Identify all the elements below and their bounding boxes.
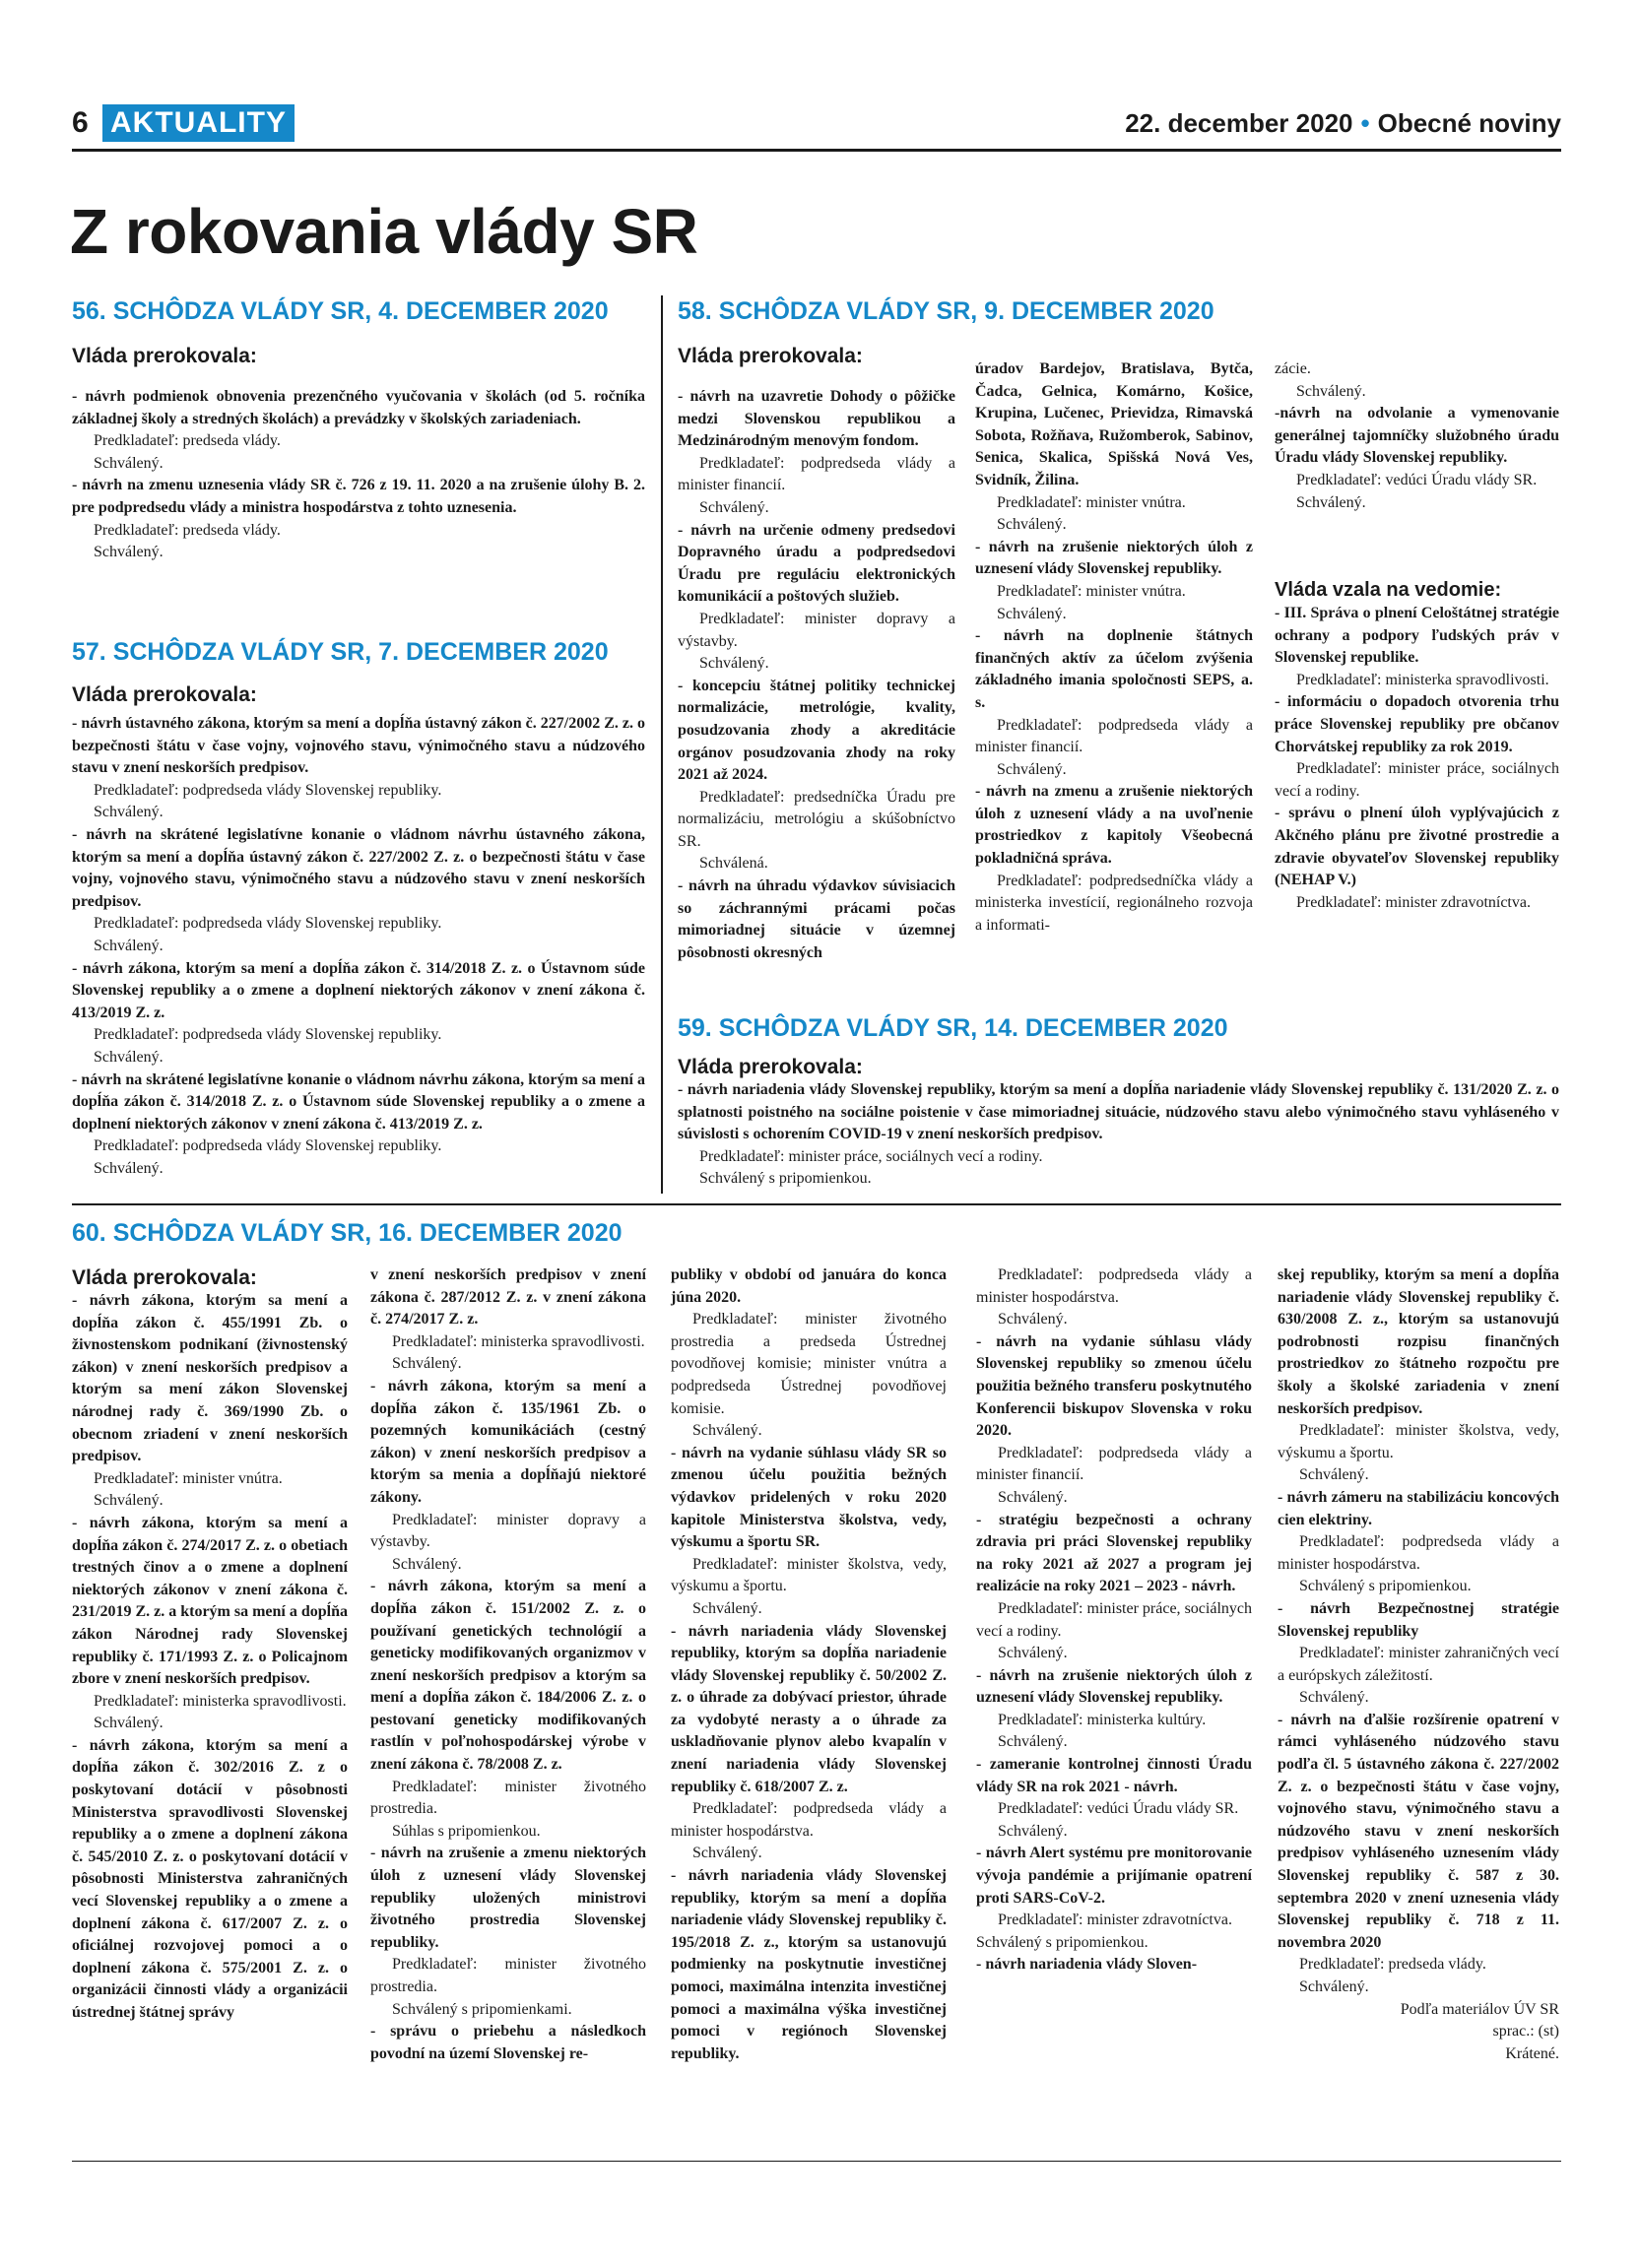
- agenda-note: Schválený.: [998, 1488, 1068, 1506]
- agenda-item: - návrh na vydanie súhlasu vlády Slovenskej republiky so zmenou účelu použitia bežného transferu poskytnutého Konferencii biskupov Slovenska v roku 2020.: [976, 1332, 1252, 1440]
- agenda-note: Predkladateľ: vedúci Úradu vlády SR.: [1296, 471, 1538, 488]
- agenda-note: Predkladateľ: predseda vlády.: [1299, 1956, 1486, 1974]
- agenda-item: v znení neskorších predpisov v znení zákona č. 287/2012 Z. z. v znení zákona č. 274/2017 Z. z.: [370, 1266, 646, 1328]
- agenda-note: Predkladateľ: vedúci Úradu vlády SR.: [998, 1800, 1239, 1818]
- session-58-heading: 58. SCHÔDZA VLÁDY SR, 9. DECEMBER 2020: [678, 297, 1214, 325]
- agenda-note: Schválený s pripomienkami.: [392, 2000, 572, 2018]
- agenda-note: Schválený.: [998, 1645, 1068, 1662]
- session-58-lead: Vláda prerokovala:: [678, 345, 863, 367]
- agenda-item: - návrh na zrušenie niektorých úloh z uznesení vlády Slovenskej republiky.: [975, 538, 1253, 578]
- agenda-note: Predkladateľ: minister zahraničných vecí a európskych záležitostí.: [1278, 1645, 1559, 1684]
- agenda-item: -návrh na odvolanie a vymenovanie generálnej tajomníčky služobného úradu Úradu vlády Slovenskej republiky.: [1275, 405, 1559, 467]
- agenda-note: Schválený s pripomienkou.: [699, 1170, 872, 1188]
- agenda-note: Predkladateľ: podpredseda vlády a minister financií.: [975, 716, 1253, 756]
- agenda-item: - návrh na úhradu výdavkov súvisiacich so záchrannými prácami počas mimoriadnej situácie v územnej pôsobnosti okresných: [678, 877, 955, 961]
- agenda-item: úradov Bardejov, Bratislava, Bytča, Čadca, Gelnica, Komárno, Košice, Krupina, Lučenec, Prievidza, Rimavská Sobota, Rožňava, Ružomberok, Sabinov, Senica, Skalica, Spišská Nová Ves, Svidník, Žilina.: [975, 360, 1253, 488]
- agenda-item: - návrh zákona, ktorým sa mení a dopĺňa zákon č. 151/2002 Z. z. o používaní genetických technológií a geneticky modifikovaných organizmov v znení neskorších predpisov a ktorým sa mení a dopĺňa zákon č. 184/2006 Z. z. o pestovaní geneticky modifikovaných rastlín v poľnohospodárskej výrobe v znení zákona č. 78/2008 Z. z.: [370, 1578, 646, 1774]
- agenda-note: Schválený.: [94, 454, 164, 472]
- agenda-note: Predkladateľ: minister životného prostredia a predseda Ústrednej povodňovej komisie; minister vnútra a podpredseda Ústrednej povodňovej komisie.: [671, 1311, 947, 1417]
- agenda-item: - zameranie kontrolnej činnosti Úradu vlády SR na rok 2021 - návrh.: [976, 1756, 1252, 1795]
- agenda-item: - návrh zákona, ktorým sa mení a dopĺňa zákon č. 135/1961 Zb. o pozemných komunikáciách (cestný zákon) v znení neskorších predpisov a ktorým sa menia a dopĺňajú niektoré zákony.: [370, 1377, 646, 1506]
- agenda-note: Predkladateľ: podpredseda vlády Slovenskej republiky.: [94, 1026, 442, 1044]
- agenda-note: Predkladateľ: podpredseda vlády a minister financií.: [976, 1444, 1252, 1484]
- agenda-item: - návrh na ďalšie rozšírenie opatrení v rámci vyhláseného núdzového stavu podľa čl. 5 ústavného zákona č. 227/2002 Z. z. o bezpečnosti štátu v čase vojny, vojnového stavu, výnimočného stavu a núdzového stavu v znení neskorších predpisov vyhláseného uznesením vlády Slovenskej republiky č. 587 z 30. septembra 2020 v znení uznesenia vlády Slovenskej republiky č. 718 z 11. novembra 2020: [1278, 1711, 1559, 1951]
- agenda-note: Predkladateľ: podpredseda vlády a minister hospodárstva.: [1278, 1533, 1559, 1573]
- page-number: 6: [72, 106, 89, 139]
- agenda-item: - návrh zákona, ktorým sa mení a dopĺňa zákon č. 455/1991 Zb. o živnostenskom podnikaní (živnostenský zákon) v znení neskorších predpisov a ktorým sa mení zákon Slovenskej národnej rady č. 369/1990 Zb. o obecnom zriadení v znení neskorších predpisov.: [72, 1292, 348, 1465]
- agenda-note: zácie.: [1275, 360, 1311, 377]
- agenda-note: Predkladateľ: minister práce, sociálnych vecí a rodiny.: [1275, 760, 1559, 800]
- agenda-item: - návrh nariadenia vlády Slovenskej republiky, ktorým sa mení a dopĺňa nariadenie vlády Slovenskej republiky č. 131/2020 Z. z. o splatnosti poistného na sociálne poistenie v čase mimoriadnej situácie, núdzového stavu alebo výnimočného stavu vyhláseného v súvislosti s ochorením COVID-19 v znení neskorších predpisov.: [678, 1081, 1559, 1143]
- agenda-item: - koncepciu štátnej politiky technickej normalizácie, metrológie, kvality, posudzovania zhody a akreditácie orgánov posudzovania zhody na roky 2021 až 2024.: [678, 677, 955, 784]
- column-divider: [661, 295, 663, 1194]
- agenda-item: - návrh na zmenu uznesenia vlády SR č. 726 z 19. 11. 2020 a na zrušenie úlohy B. 2. pre podpredsedu vlády a ministra hospodárstva z tohto uznesenia.: [72, 477, 645, 516]
- session-60-heading: 60. SCHÔDZA VLÁDY SR, 16. DECEMBER 2020: [72, 1219, 623, 1247]
- agenda-note: Predkladateľ: ministerka spravodlivosti.: [94, 1692, 347, 1710]
- session-56-heading: 56. SCHÔDZA VLÁDY SR, 4. DECEMBER 2020: [72, 297, 609, 325]
- agenda-note: Schválený.: [392, 1555, 462, 1573]
- credits-edited: sprac.: (st): [1492, 2023, 1559, 2041]
- agenda-note: Schválený.: [1299, 1978, 1369, 1995]
- agenda-item: - návrh Bezpečnostnej stratégie Slovenskej republiky: [1278, 1599, 1559, 1640]
- header-separator: •: [1360, 108, 1370, 138]
- agenda-note: Súhlas s pripomienkou.: [392, 1822, 541, 1840]
- session-59-lead: Vláda prerokovala:: [678, 1056, 863, 1078]
- agenda-note: Schválený.: [94, 1715, 164, 1732]
- agenda-note: Schválený.: [699, 498, 769, 516]
- agenda-note: Schválený.: [998, 1733, 1068, 1751]
- agenda-note: Predkladateľ: minister zdravotníctva.: [1296, 893, 1531, 911]
- agenda-note: Predkladateľ: minister dopravy a výstavby.: [678, 610, 955, 650]
- agenda-item: - návrh nariadenia vlády Slovenskej republiky, ktorým sa dopĺňa nariadenie vlády Slovenskej republiky č. 50/2002 Z. z. o úhrade za dobývací priestor, úhrade za vydobyté nerasty a o úhrade za uskladňovanie plynov alebo kvapalín v znení nariadenia vlády Slovenskej republiky č. 618/2007 Z. z.: [671, 1622, 947, 1795]
- agenda-note: Schválený.: [94, 1159, 164, 1177]
- agenda-note: Predkladateľ: minister vnútra.: [94, 1469, 283, 1487]
- section-label: AKTUALITY: [102, 104, 295, 142]
- agenda-note: Schválený.: [998, 1822, 1068, 1840]
- agenda-item: - návrh zákona, ktorým sa mení a dopĺňa zákon č. 274/2017 Z. z. o obetiach trestných činov a o zmene a doplnení niektorých zákonov v znení zákona č. 231/2019 Z. z. a ktorým sa mení a dopĺňa zákon Národnej rady Slovenskej republiky č. 171/1993 Z. z. o Policajnom zbore v znení neskorších predpisov.: [72, 1514, 349, 1688]
- agenda-item: publiky v období od januára do konca júna 2020.: [671, 1266, 947, 1306]
- session-60-col-2: [370, 1264, 646, 2065]
- agenda-note: Schválený.: [94, 804, 164, 821]
- agenda-item: - návrh ústavného zákona, ktorým sa mení a dopĺňa ústavný zákon č. 227/2002 Z. z. o bezpečnosti štátu v čase vojny, vojnového stavu, výnimočného stavu a núdzového stavu v znení neskorších predpisov.: [72, 715, 645, 777]
- agenda-note: Predkladateľ: podpredseda vlády Slovenskej republiky.: [94, 915, 442, 933]
- agenda-note: Schválený.: [699, 655, 769, 673]
- agenda-note: Schválený s pripomienkou.: [976, 1933, 1148, 1951]
- agenda-note: Schválený.: [692, 1599, 762, 1617]
- agenda-item: - návrh na skrátené legislatívne konanie o vládnom návrhu zákona, ktorým sa mení a dopĺňa zákon č. 314/2018 Z. z. o Ústavnom súde Slovenskej republiky a o zmene a doplnení niektorých zákonov v znení zákona č. 413/2019 Z. z.: [72, 1070, 645, 1133]
- agenda-note: Predkladateľ: minister životného prostredia.: [370, 1956, 646, 1995]
- section-rule: [72, 1203, 1561, 1205]
- session-59-body: [678, 1079, 1559, 1191]
- session-60-lead: Vláda prerokovala:: [72, 1266, 257, 1289]
- agenda-item: - III. Správa o plnení Celoštátnej stratégie ochrany a podpory ľudských práv v Slovenskej republike.: [1275, 605, 1559, 667]
- session-60-col-4: [976, 1264, 1252, 1976]
- agenda-item: - návrh zákona, ktorým sa mení a dopĺňa zákon č. 302/2016 Z. z o poskytovaní dotácií v pôsobnosti Ministerstva spravodlivosti Slovenskej republiky a o zmene a doplnení zákona č. 545/2010 Z. z. o poskytovaní dotácií v pôsobnosti Ministerstva zahraničných vecí Slovenskej republiky a o zmene a doplnení zákona č. 617/2007 Z. z. o oficiálnej rozvojovej pomoci a o doplnení zákona č. 575/2001 Z. z. o organizácii činnosti vlády a organizácii ústrednej štátnej správy: [72, 1736, 348, 2021]
- session-58-col-2: [975, 358, 1253, 937]
- agenda-note: Predkladateľ: minister vnútra.: [997, 582, 1186, 600]
- agenda-note: Schválený.: [1299, 1689, 1369, 1707]
- page-title: Z rokovania vlády SR: [70, 196, 698, 267]
- newspaper-name: Obecné noviny: [1377, 108, 1561, 138]
- agenda-note: Predkladateľ: predseda vlády.: [94, 521, 281, 539]
- agenda-item: - návrh na zrušenie a zmenu niektorých úloh z uznesení vlády Slovenskej republiky uložených ministrovi životného prostredia Slovenskej republiky.: [370, 1845, 646, 1951]
- session-57-body: [72, 713, 645, 1180]
- agenda-item: - návrh na doplnenie štátnych finančných aktív za účelom zvýšenia základného imania spoločnosti SEPS, a. s.: [975, 627, 1253, 711]
- agenda-item: - správu o priebehu a následkoch povodní na území Slovenskej re-: [370, 2023, 646, 2062]
- agenda-note: Schválený.: [1296, 493, 1366, 511]
- session-56-lead: Vláda prerokovala:: [72, 345, 257, 367]
- agenda-item: - návrh nariadenia vlády Slovenskej republiky, ktorým sa mení a dopĺňa nariadenie vlády Slovenskej republiky č. 195/2018 Z. z., ktorým sa ustanovujú podmienky na poskytnutie investičnej pomoci, maximálna intenzita investičnej pomoci a maximálna výška investičnej pomoci v regiónoch Slovenskej republiky.: [671, 1867, 947, 2062]
- agenda-note: Predkladateľ: ministerka spravodlivosti.: [392, 1332, 645, 1350]
- agenda-note: Schválený.: [998, 1311, 1068, 1328]
- agenda-note: Predkladateľ: minister vnútra.: [997, 493, 1186, 511]
- agenda-item: - informáciu o dopadoch otvorenia trhu práce Slovenskej republiky pre občanov Chorvátskej republiky za rok 2019.: [1275, 693, 1559, 755]
- agenda-item: - návrh Alert systému pre monitorovanie vývoja pandémie a prijímanie opatrení proti SARS-CoV-2.: [976, 1845, 1252, 1907]
- agenda-note: Predkladateľ: ministerka kultúry.: [998, 1711, 1207, 1728]
- agenda-item: - návrh na určenie odmeny predsedovi Dopravného úradu a podpredsedovi Úradu pre reguláciu elektronických komunikácií a poštových služieb.: [678, 521, 955, 606]
- agenda-note: Schválený.: [1299, 1466, 1369, 1484]
- session-58-noted-lead: Vláda vzala na vedomie:: [1275, 579, 1502, 601]
- header-rule: [72, 149, 1561, 152]
- agenda-item: - návrh zámeru na stabilizáciu koncových cien elektriny.: [1278, 1488, 1559, 1528]
- session-60-col-5: [1278, 1264, 1559, 2065]
- session-58-col-1: [678, 386, 955, 964]
- agenda-item: - návrh na zrušenie niektorých úloh z uznesení vlády Slovenskej republiky.: [976, 1666, 1252, 1707]
- agenda-item: - návrh podmienok obnovenia prezenčného vyučovania v školách (od 5. ročníka základnej školy a stredných školách) a prevádzky v školských zariadeniach.: [72, 388, 645, 427]
- agenda-item: - návrh zákona, ktorým sa mení a dopĺňa zákon č. 314/2018 Z. z. o Ústavnom súde Slovenskej republiky a o zmene a doplnení niektorých zákonov v znení zákona č. 413/2019 Z. z.: [72, 959, 645, 1021]
- agenda-note: Predkladateľ: podpredseda vlády a minister financií.: [678, 454, 955, 494]
- agenda-note: Schválený.: [392, 1355, 462, 1373]
- agenda-note: Predkladateľ: minister zdravotníctva.: [998, 1912, 1232, 1929]
- agenda-note: Schválený.: [692, 1845, 762, 1862]
- session-58-col-3: [1275, 358, 1559, 514]
- agenda-item: - stratégiu bezpečnosti a ochrany zdravia pri práci Slovenskej republiky na roky 2021 až 2027 a program jej realizácie na roky 2021 – 2023 - návrh.: [976, 1511, 1252, 1595]
- agenda-note: Schválený.: [94, 544, 164, 561]
- agenda-item: - návrh nariadenia vlády Sloven-: [976, 1956, 1198, 1974]
- agenda-note: Predkladateľ: minister školstva, vedy, výskumu a športu.: [1278, 1422, 1559, 1461]
- credits-source: Podľa materiálov ÚV SR: [1400, 2000, 1559, 2018]
- agenda-note: Predkladateľ: minister práce, sociálnych vecí a rodiny.: [699, 1147, 1043, 1165]
- agenda-note: Schválený.: [692, 1422, 762, 1440]
- session-59-heading: 59. SCHÔDZA VLÁDY SR, 14. DECEMBER 2020: [678, 1014, 1228, 1042]
- session-60-col-3: [671, 1264, 947, 2065]
- agenda-note: Predkladateľ: predseda vlády.: [94, 432, 281, 450]
- agenda-note: Predkladateľ: minister školstva, vedy, výskumu a športu.: [671, 1555, 947, 1595]
- agenda-note: Schválený.: [997, 760, 1067, 778]
- agenda-item: - návrh na skrátené legislatívne konanie o vládnom návrhu ústavného zákona, ktorým sa mení a dopĺňa ústavný zákon č. 227/2002 Z. z. o bezpečnosti štátu v čase vojny, vojnového stavu, výnimočného stavu a núdzového stavu v znení neskorších predpisov.: [72, 825, 645, 910]
- session-56-body: [72, 386, 645, 564]
- agenda-note: Predkladateľ: minister životného prostredia.: [370, 1778, 646, 1818]
- agenda-note: Predkladateľ: podpredseda vlády Slovenskej republiky.: [94, 781, 442, 799]
- agenda-item: - návrh na vydanie súhlasu vlády SR so zmenou účelu použitia bežných výdavkov pridelených v roku 2020 kapitole Ministerstva školstva, vedy, výskumu a športu SR.: [671, 1444, 947, 1551]
- header-info: [1125, 108, 1561, 139]
- agenda-note: Schválený.: [94, 937, 164, 954]
- agenda-note: Predkladateľ: podpredseda vlády a minister hospodárstva.: [671, 1800, 947, 1840]
- agenda-note: Schválený.: [997, 605, 1067, 622]
- agenda-note: Schválený.: [1296, 382, 1366, 400]
- agenda-note: Predkladateľ: minister dopravy a výstavby.: [370, 1511, 646, 1551]
- agenda-note: Predkladateľ: podpredseda vlády a minister hospodárstva.: [976, 1266, 1252, 1306]
- agenda-item: - návrh na zmenu a zrušenie niektorých úloh z uznesení vlády a na uvoľnenie prostriedkov z kapitoly Všeobecná pokladničná správa.: [975, 783, 1253, 868]
- issue-date: 22. december 2020: [1125, 108, 1353, 138]
- agenda-item: - návrh na uzavretie Dohody o pôžičke medzi Slovenskou republikou a Medzinárodným menovým fondom.: [678, 388, 955, 450]
- session-57-heading: 57. SCHÔDZA VLÁDY SR, 7. DECEMBER 2020: [72, 638, 609, 666]
- agenda-note: Predkladateľ: podpredsedníčka vlády a ministerka investícií, regionálneho rozvoja a informati-: [975, 872, 1253, 934]
- credits-abridged: Krátené.: [1505, 2044, 1559, 2062]
- session-57-lead: Vláda prerokovala:: [72, 683, 257, 706]
- agenda-note: Predkladateľ: ministerka spravodlivosti.: [1296, 671, 1549, 688]
- agenda-note: Schválený.: [94, 1492, 164, 1510]
- agenda-note: Schválená.: [699, 855, 768, 873]
- agenda-note: Schválený s pripomienkou.: [1299, 1578, 1472, 1595]
- agenda-note: Schválený.: [94, 1048, 164, 1066]
- session-60-col-5-body: [1278, 1264, 1559, 1999]
- agenda-note: Predkladateľ: predsedníčka Úradu pre normalizáciu, metrológiu a skúšobníctvo SR.: [678, 788, 955, 850]
- session-58-noted-body: [1275, 603, 1559, 914]
- footer-rule: [72, 2161, 1561, 2162]
- session-60-col-1: [72, 1290, 348, 2025]
- agenda-item: skej republiky, ktorým sa mení a dopĺňa nariadenie vlády Slovenskej republiky č. 630/2008 Z. z., ktorým sa ustanovujú podrobnosti rozpisu finančných prostriedkov zo štátneho rozpočtu pre školy a školské zariadenia v znení neskorších predpisov.: [1278, 1266, 1559, 1417]
- agenda-note: Schválený.: [997, 516, 1067, 534]
- agenda-note: Predkladateľ: podpredseda vlády Slovenskej republiky.: [94, 1137, 442, 1155]
- agenda-note: Predkladateľ: minister práce, sociálnych vecí a rodiny.: [976, 1599, 1252, 1640]
- agenda-item: - správu o plnení úloh vyplývajúcich z Akčného plánu pre životné prostredie a zdravie obyvateľov Slovenskej republiky (NEHAP V.): [1275, 805, 1559, 889]
